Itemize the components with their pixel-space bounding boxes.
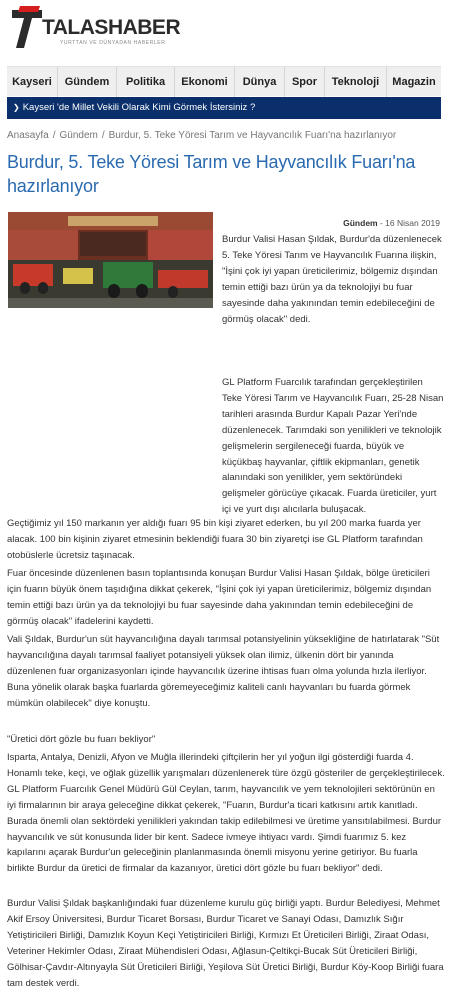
nav-item-teknoloji[interactable]: Teknoloji	[325, 67, 387, 97]
article-date: 16 Nisan 2019	[385, 218, 440, 228]
chevron-right-icon: ❯	[13, 103, 20, 112]
article-category[interactable]: Gündem	[343, 218, 378, 228]
logo-mark-icon	[10, 6, 44, 50]
breadcrumb-category[interactable]: Gündem	[59, 130, 98, 141]
article-paragraph: Fuar öncesinde düzenlenen basın toplantısında konuşan Burdur Valisi Hasan Şıldak, bölge üreticileri için fuarın büyük önem taşıdığına dikkat çekerek, "İşini çok iyi yapan üreticilerimiz, bölgemiz dışından temin ettiği bazı ürün ya da teknolojiyi bu fuar sayesinde daha yakınından temin edebileceğini de görmüş olacak" ifadelerini kaydetti.	[7, 568, 432, 627]
breadcrumb-separator: /	[52, 130, 56, 141]
site-logo[interactable]	[10, 6, 180, 52]
nav-item-spor[interactable]: Spor	[285, 67, 325, 97]
nav-item-gundem[interactable]: Gündem	[58, 67, 117, 97]
logo-tagline: YURTTAN VE DÜNYADAN HABERLER	[60, 40, 166, 46]
breadcrumb-separator: /	[101, 130, 105, 141]
fair-photo-icon	[8, 212, 213, 308]
nav-item-ekonomi[interactable]: Ekonomi	[175, 67, 235, 97]
breaking-news-ticker[interactable]	[7, 97, 441, 119]
nav-item-dunya[interactable]: Dünya	[235, 67, 285, 97]
nav-item-politika[interactable]: Politika	[117, 67, 175, 97]
article-subheading: "Üretici dört gözle bu fuarı bekliyor"	[7, 734, 156, 745]
main-nav	[7, 66, 441, 96]
logo-text: TALASHABER	[42, 16, 181, 39]
nav-item-magazin[interactable]: Magazin	[392, 76, 436, 88]
ticker-text[interactable]: Kayseri 'de Millet Vekili Olarak Kimi Görmek İstersiniz ?	[22, 102, 256, 113]
article-title: Burdur, 5. Teke Yöresi Tarım ve Hayvancılık Fuarı'na hazırlanıyor	[7, 152, 416, 196]
article-paragraph: GL Platform Fuarcılık tarafından gerçekleştirilen Teke Yöresi Tarım ve Hayvancılık Fuarı, 25-28 Nisan tarihleri arasında Burdur Kapalı Pazar Yeri'nde düzenlenecek. Tarımdaki son yenilikleri ve teknolojik gelişmelerin sergileneceği fuarda, büyük ve küçükbaş hayvanlar, çiftlik ekipmanları, genetik alanındaki son yenilikler, yem sektöründeki gelişmeler görücüye çıkacak. Fuarda üreticiler, yurt içi ve yurt dışı alıcılarla buluşacak.	[222, 377, 444, 516]
article-paragraph: Burdur Valisi Şıldak başkanlığındaki fuar düzenleme kurulu güç birliği yaptı. Burdur Belediyesi, Mehmet Akif Ersoy Üniversitesi, Burdur Ticaret Borsası, Burdur Ticaret ve Sanayi Odası, Damızlık Sığır Yetiştiricileri Birliği, Damızlık Koyun Keçi Yetiştiricileri Birliği, Kırmızı Et Üreticileri Birliği, Ziraat Odası, Veteriner Hekimler Odası, Ziraat Mühendisleri Odası, Ağlasun-Çeltikçi-Bucak Süt Üreticileri Birliği, Gölhisar-Çavdır-Altınyayla Süt Üreticileri Birliği, Yeşilova Süt Üretici Birliği, Burdur Köy-Koop Birliği fuara tam destek verdi.	[7, 898, 444, 989]
breadcrumb-current: Burdur, 5. Teke Yöresi Tarım ve Hayvancılık Fuarı'na hazırlanıyor	[108, 130, 397, 141]
article-paragraph: Vali Şıldak, Burdur'un süt hayvancılığına dayalı tarımsal potansiyelinin yüksekliğine de hatırlatarak "Süt hayvancılığına dayalı tarımsal faaliyet potansiyeli yüksek olan ilimiz, ülkenin dört bir yanında düzenlenen fuar organizasyonları içinde hayvancılık üzerine ihtisas fuarı olma yolunda hızla ilerliyor. Buna yönelik olarak başka fuarlarda göremeyeceğimiz kaliteli canlı hayvanları bu fuarda görmek mümkün olabilecek" diye konuştu.	[7, 634, 440, 709]
article-paragraph: Geçtiğimiz yıl 150 markanın yer aldığı fuarı 95 bin kişi ziyaret ederken, bu yıl 200 marka fuarda yer alacak. 100 bin kişinin ziyaret etmesinin beklendiği fuara 30 bin ziyaretçi ise GL Platform tarafından otobüslerle ücretsiz taşınacak.	[7, 518, 423, 561]
article-image	[8, 212, 213, 308]
article-paragraph: Isparta, Antalya, Denizli, Afyon ve Muğla illerindeki çiftçilerin her yıl yoğun ilgi gösterdiği fuarda 4. Honamlı teke, keçi, ve oğlak güzellik yarışmaları düzenlenerek türe özgü gösteriler de gerçekleştirilecek. GL Platform Fuarcılık Genel Müdürü Gül Ceylan, tarım, hayvancılık ve yem teknolojileri sektörünün en iyi firmalarının bir araya geleceğine dikkat çekerek, "Fuarın, Burdur'a ticari katkısını artık kanıtladı. Burada önemli olan sektördeki yenilikleri yakından takip edilebilmesi ve üretime yansıtılabilmesi. Burdur hayvancılık ve süt konusunda lider bir kent. Sadece ivmeye ihtiyacı vardı. Şimdi fuarımız 5. kez kapılarını açarak Burdur'un geleceğinin planlanmasında önemli misyonu yerine getiriyor. Bu fuarla birlikte Burdur da üretici de firmalar da kazanıyor, üretici dört gözle bu fuarı bekliyor" dedi.	[7, 752, 445, 875]
article-paragraph: Burdur Valisi Hasan Şıldak, Burdur'da düzenlenecek 5. Teke Yöresi Tarım ve Hayvancılık Fuarına ilişkin, "İşini çok iyi yapan üreticilerimiz, bölgemiz dışından temin ettiği bazı ürün ya da teknolojiyi bu fuar sayesinde daha yakınından temin edebileceğini de görmüş olacak" dedi.	[222, 234, 442, 325]
nav-item-kayseri[interactable]: Kayseri	[7, 67, 58, 97]
article-meta: Gündem - 16 Nisan 2019	[343, 218, 440, 228]
breadcrumb-home[interactable]: Anasayfa	[7, 130, 49, 141]
breadcrumb	[7, 130, 396, 141]
